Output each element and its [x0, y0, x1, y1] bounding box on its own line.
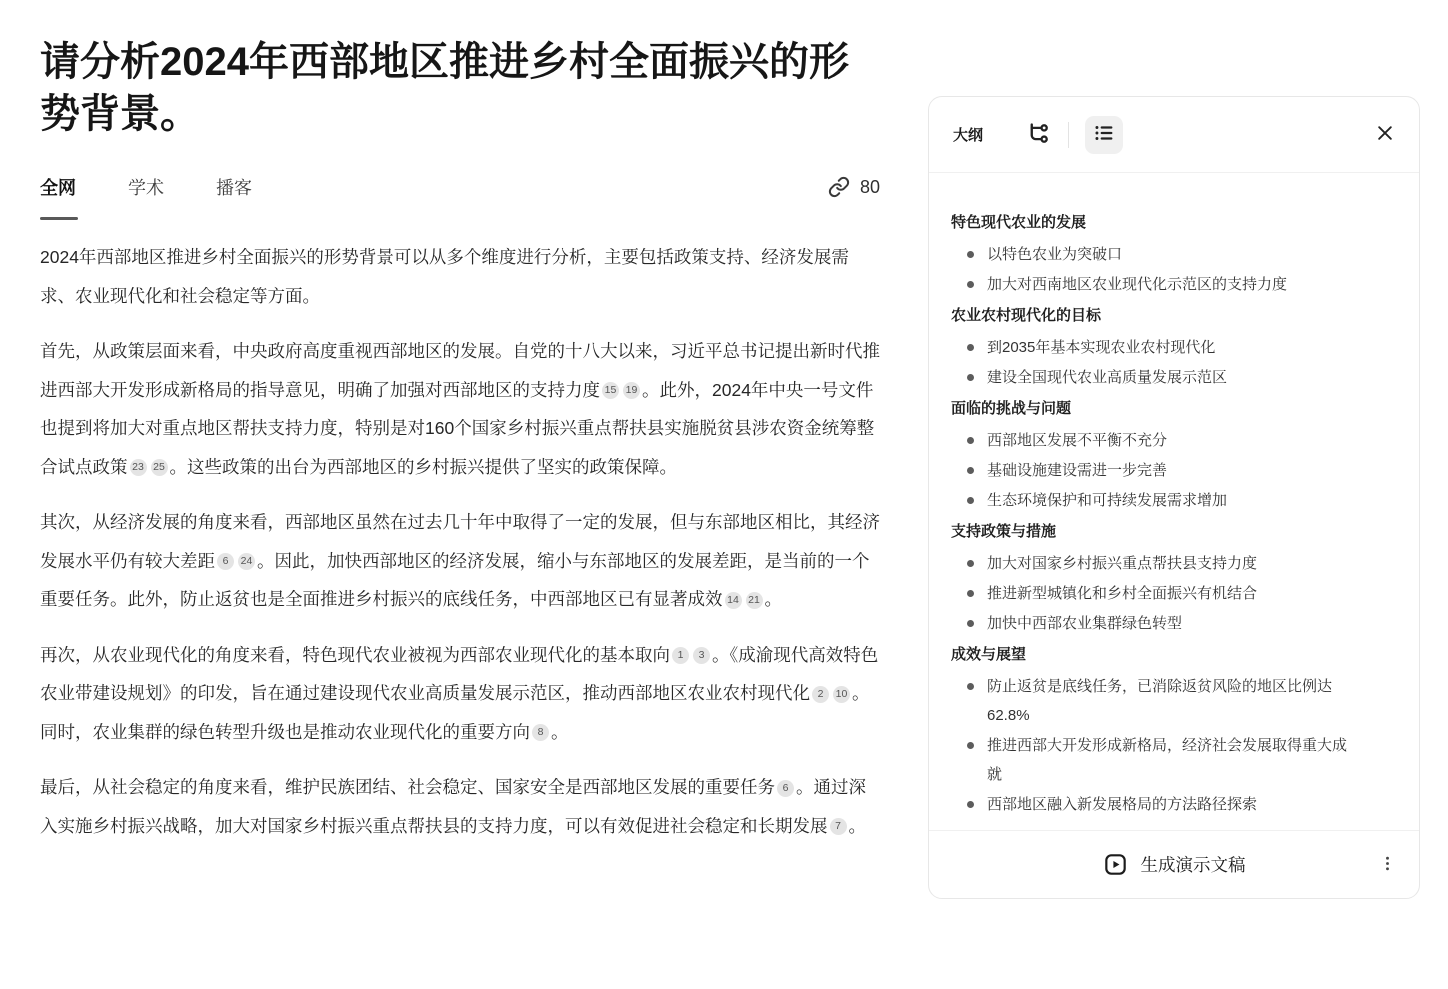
citation-badge[interactable]: 14	[725, 592, 742, 609]
answer-paragraph: 2024年西部地区推进乡村全面振兴的形势背景可以从多个维度进行分析，主要包括政策支持、经济发展需求、农业现代化和社会稳定等方面。	[40, 247, 849, 306]
outline-item[interactable]	[951, 671, 1397, 730]
citation-badge[interactable]: 23	[130, 459, 147, 476]
outline-heading: 面临的挑战与问题	[951, 400, 1072, 417]
bullet-dot-icon	[967, 683, 974, 690]
outline-panel	[928, 96, 1420, 899]
citation-badge[interactable]: 25	[151, 459, 168, 476]
outline-item[interactable]	[951, 455, 1397, 485]
close-icon	[1375, 123, 1395, 146]
outline-panel-footer	[929, 830, 1419, 898]
outline-item-text: 加快中西部农业集群绿色转型	[987, 614, 1183, 632]
header-divider	[1068, 122, 1069, 148]
citation-badge[interactable]: 24	[238, 553, 255, 570]
more-options-button[interactable]	[1378, 854, 1397, 876]
outline-item-text: 西部地区发展不平衡不充分	[987, 431, 1168, 449]
answer-paragraph: 最后，从社会稳定的角度来看，维护民族团结、社会稳定、国家安全是西部地区发展的重要任务 6 。通过深入实施乡村振兴战略，加大对国家乡村振兴重点帮扶县的支持力度，可以有效促进社会稳定和长期发展 7 。	[40, 777, 866, 836]
bullet-dot-icon	[967, 281, 974, 288]
outline-item[interactable]	[951, 608, 1397, 638]
answer-paragraph: 再次，从农业现代化的角度来看，特色现代农业被视为西部农业现代化的基本取向 1 3 。《成渝现代高效特色农业带建设规划》的印发，旨在通过建设现代农业高质量发展示范区，推动西部地区农业农村现代化 2 10 。同时，农业集群的绿色转型升级也是推动农业现代化的重要方向 8 。	[40, 644, 879, 742]
outline-item-text: 基础设施建设需进一步完善	[987, 461, 1168, 479]
outline-heading: 成效与展望	[951, 646, 1027, 663]
outline-item-text: 推进西部大开发形成新格局，经济社会发展取得重大成就	[987, 736, 1348, 783]
outline-heading: 支持政策与措施	[951, 523, 1057, 540]
bullet-dot-icon	[967, 590, 974, 597]
citation-badge[interactable]: 19	[623, 382, 640, 399]
citation-badge[interactable]: 6	[217, 553, 234, 570]
citation-badge[interactable]: 7	[830, 818, 847, 835]
answer-view	[40, 36, 880, 862]
answer-paragraph: 首先，从政策层面来看，中央政府高度重视西部地区的发展。自党的十八大以来，习近平总书记提出新时代推进西部大开发形成新格局的指导意见，明确了加强对西部地区的支持力度 15 19 。此外，2024年中央一号文件也提到将加大对重点地区帮扶支持力度，特别是对160个国家乡村振兴重点帮扶县实施脱贫县涉农资金统筹整合试点政策 23 25 。这些政策的出台为西部地区的乡村振兴提供了坚实的政策保障。	[40, 341, 880, 477]
outline-item[interactable]	[951, 239, 1397, 269]
outline-item[interactable]	[951, 269, 1397, 299]
bullet-dot-icon	[967, 437, 974, 444]
bullet-dot-icon	[967, 467, 974, 474]
outline-item[interactable]	[951, 789, 1397, 819]
references-count[interactable]	[828, 176, 880, 198]
outline-item[interactable]	[951, 332, 1397, 362]
citation-badge[interactable]: 1	[672, 647, 689, 664]
outline-item-text: 推进新型城镇化和乡村全面振兴有机结合	[987, 584, 1258, 602]
panel-title: 大纲	[953, 127, 984, 144]
bullet-dot-icon	[967, 251, 974, 258]
citation-badge[interactable]: 8	[532, 724, 549, 741]
question-title: 请分析2024年西部地区推进乡村全面振兴的形势背景。	[40, 40, 849, 136]
outline-item[interactable]	[951, 548, 1397, 578]
tab-web[interactable]: 全网	[40, 174, 76, 220]
answer-toolbar	[40, 174, 880, 222]
tab-podcast[interactable]: 播客	[216, 178, 252, 198]
bullet-dot-icon	[967, 742, 974, 749]
outline-item-text: 西部地区融入新发展格局的方法路径探索	[987, 795, 1258, 813]
presentation-icon	[1103, 852, 1128, 877]
answer-paragraph: 其次，从经济发展的角度来看，西部地区虽然在过去几十年中取得了一定的发展，但与东部地区相比，其经济发展水平仍有较大差距 6 24 。因此，加快西部地区的经济发展，缩小与东部地区的发展差距，是当前的一个重要任务。此外，防止返贫也是全面推进乡村振兴的底线任务，中西部地区已有显著成效 14 21 。	[40, 512, 880, 609]
citation-badge[interactable]: 10	[833, 686, 850, 703]
bullet-dot-icon	[967, 497, 974, 504]
outline-list	[929, 173, 1419, 830]
citation-badge[interactable]: 6	[777, 780, 794, 797]
bullet-dot-icon	[967, 620, 974, 627]
outline-heading: 农业农村现代化的目标	[951, 307, 1102, 324]
outline-item-text: 以特色农业为突破口	[987, 245, 1123, 263]
outline-item-text: 建设全国现代农业高质量发展示范区	[987, 368, 1228, 386]
mindmap-view-button[interactable]	[1025, 120, 1052, 150]
citation-badge[interactable]: 21	[746, 592, 763, 609]
outline-item-text: 防止返贫是底线任务，已消除返贫风险的地区比例达62.8%	[987, 677, 1333, 724]
outline-panel-header	[929, 97, 1419, 173]
generate-presentation-label: 生成演示文稿	[1140, 855, 1246, 875]
list-view-icon	[1093, 122, 1115, 147]
generate-presentation-button[interactable]	[1097, 851, 1252, 878]
bullet-dot-icon	[967, 344, 974, 351]
tab-academic[interactable]: 学术	[128, 178, 164, 198]
bullet-dot-icon	[967, 374, 974, 381]
bullet-dot-icon	[967, 801, 974, 808]
link-icon	[828, 176, 850, 198]
outline-item[interactable]	[951, 730, 1397, 789]
list-view-button[interactable]	[1085, 116, 1123, 154]
outline-item[interactable]	[951, 362, 1397, 392]
source-tabs	[40, 174, 252, 220]
outline-item[interactable]	[951, 485, 1397, 515]
outline-item-text: 加大对西南地区农业现代化示范区的支持力度	[987, 275, 1288, 293]
mindmap-icon	[1025, 120, 1052, 150]
outline-item-text: 到2035年基本实现农业农村现代化	[987, 338, 1216, 356]
citation-badge[interactable]: 3	[693, 647, 710, 664]
outline-heading: 特色现代农业的发展	[951, 214, 1087, 231]
outline-item-text: 加大对国家乡村振兴重点帮扶县支持力度	[987, 554, 1258, 572]
outline-item[interactable]	[951, 425, 1397, 455]
references-count-value: 80	[859, 176, 880, 197]
more-options-icon	[1378, 854, 1397, 876]
citation-badge[interactable]: 2	[812, 686, 829, 703]
outline-item[interactable]	[951, 578, 1397, 608]
bullet-dot-icon	[967, 560, 974, 567]
citation-badge[interactable]: 15	[602, 382, 619, 399]
answer-paragraphs	[40, 238, 880, 845]
close-panel-button[interactable]	[1375, 123, 1395, 146]
outline-item-text: 生态环境保护和可持续发展需求增加	[987, 491, 1228, 509]
